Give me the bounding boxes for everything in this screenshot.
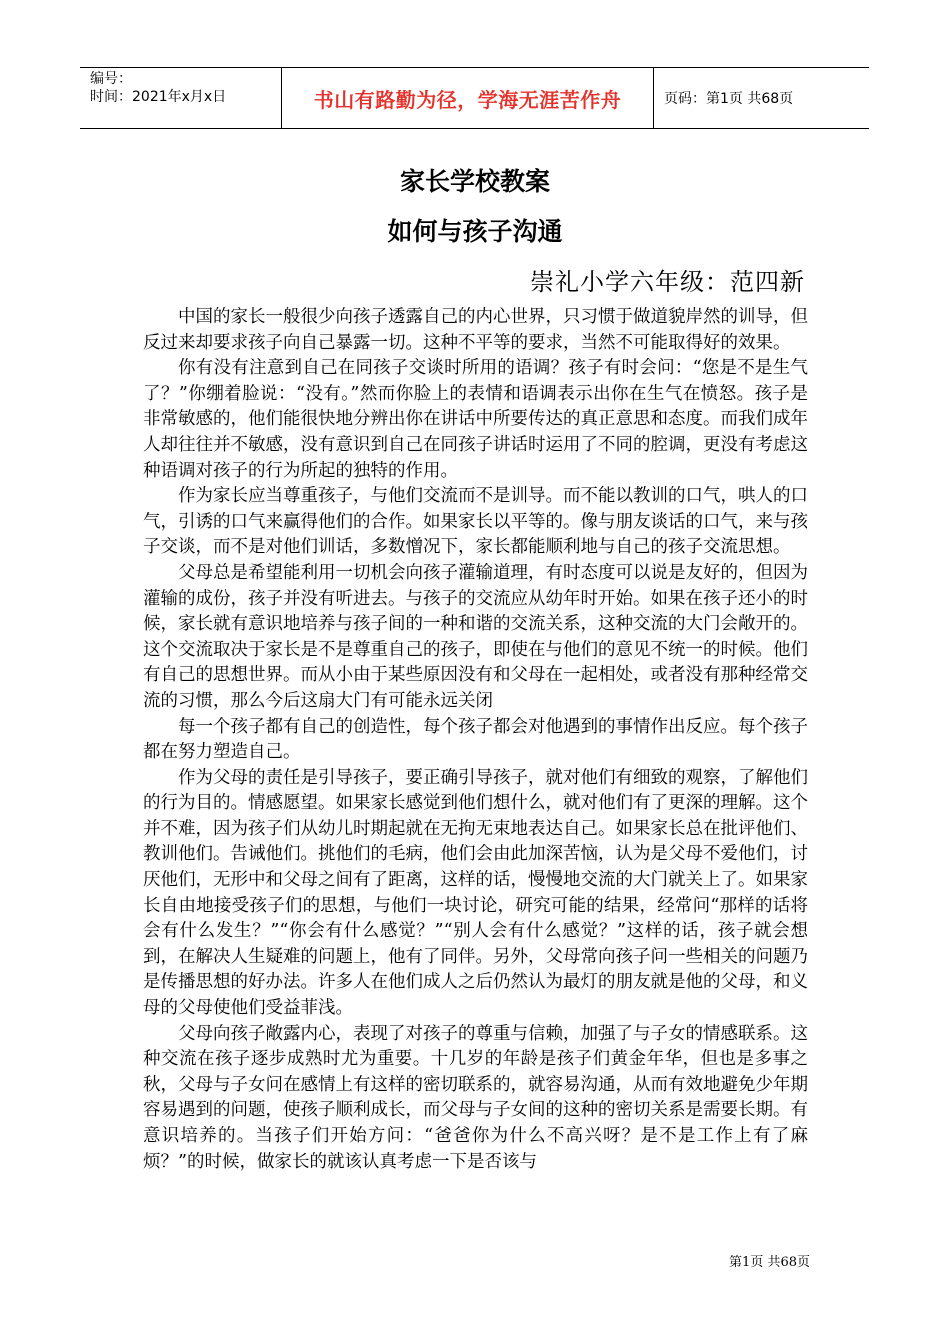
page-footer: 第1页 共68页 <box>729 1255 810 1270</box>
document-date: 时间：2021年x月x日 <box>90 89 227 105</box>
paragraph: 作为父母的责任是引导孩子，要正确引导孩子，就对他们有细致的观察，了解他们的行为目的。情感愿望。如果家长感觉到他们想什么，就对他们有了更深的理解。这个并不难，因为孩子们从幼儿时期起就在无拘无束地表达自己。如果家长总在批评他们、教训他们。告诫他们。挑他们的毛病，他们会由此加深苦恼，认为是父母不爱他们，讨厌他们，无形中和父母之间有了距离，这样的话，慢慢地交流的大门就关上了。如果家长自由地接受孩子们的思想，与他们一块讨论，研究可能的结果，经常问“那样的话将会有什么发生？”“你会有什么感觉？”“别人会有什么感觉？”这样的话，孩子就会想到，在解决人生疑难的问题上，他有了同伴。另外，父母常向孩子问一些相关的问题乃是传播思想的好办法。许多人在他们成人之后仍然认为最灯的朋友就是他的父母，和义母的父母使他们受益菲浅。 <box>143 767 808 1019</box>
paragraph: 你有没有注意到自己在同孩子交谈时所用的语调？孩子有时会问：“您是不是生气了？”你绷着脸说：“没有。”然而你脸上的表情和语调表示出你在生气在愤怒。孩子是非常敏感的，他们能很快地分辨出你在讲话中所要传达的真正意思和态度。而我们成年人却往往并不敏感，没有意识到自己在同孩子讲话时运用了不同的腔调，更没有考虑这种语调对孩子的行为所起的独特的作用。 <box>143 358 808 481</box>
header-meta <box>80 68 281 128</box>
header-page-info: 页码：第1页 共68页 <box>664 91 794 107</box>
body-text <box>143 305 808 1175</box>
paragraph: 父母总是希望能利用一切机会向孩子灌输道理，有时态度可以说是友好的，但因为灌输的成份，孩子并没有听进去。与孩子的交流应从幼年时开始。如果在孩子还小的时候，家长就有意识地培养与孩子间的一种和谐的交流关系，这种交流的大门会敞开的。这个交流取决于家长是不是尊重自己的孩子，即使在与他们的意见不统一的时候。他们有自己的思想世界。而从小由于某些原因没有和父母在一起相处，或者没有那种经常交流的习惯，那么今后这扇大门有可能永远关闭 <box>143 562 808 711</box>
document-subtitle: 如何与孩子沟通 <box>387 217 563 246</box>
header-motto: 书山有路勤为径，学海无涯苦作舟 <box>281 68 654 128</box>
document-author: 崇礼小学六年级：范四新 <box>530 268 805 296</box>
paragraph: 父母向孩子敞露内心，表现了对孩子的尊重与信赖，加强了与子女的情感联系。这种交流在孩子逐步成熟时尤为重要。十几岁的年龄是孩子们黄金年华，但也是多事之秋，父母与子女问在感情上有这样的密切联系的，就容易沟通，从而有效地避免少年期容易遇到的问题，使孩子顺利成长，而父母与子女间的这种的密切关系是需要长期。有意识培养的。当孩子们开始方问：“爸爸你为什么不高兴呀？是不是工作上有了麻烦？”的时候，做家长的就该认真考虑一下是否该与 <box>143 1023 808 1172</box>
paragraph: 每一个孩子都有自己的创造性，每个孩子都会对他遇到的事情作出反应。每个孩子都在努力塑造自己。 <box>143 716 808 763</box>
document-number: 编号： <box>90 71 132 87</box>
paragraph: 中国的家长一般很少向孩子透露自己的内心世界，只习惯于做道貌岸然的训导，但反过来却要求孩子向自己暴露一切。这种不平等的要求，当然不可能取得好的效果。 <box>143 307 808 353</box>
paragraph: 作为家长应当尊重孩子，与他们交流而不是训导。而不能以教训的口气，哄人的口气，引诱的口气来赢得他们的合作。如果家长以平等的。像与朋友谈话的口气，来与孩子交谈，而不是对他们训话，多数憎况下，家长都能顺利地与自己的孩子交流思想。 <box>143 486 808 558</box>
page-header <box>80 67 869 129</box>
document-title: 家长学校教案 <box>399 167 550 196</box>
